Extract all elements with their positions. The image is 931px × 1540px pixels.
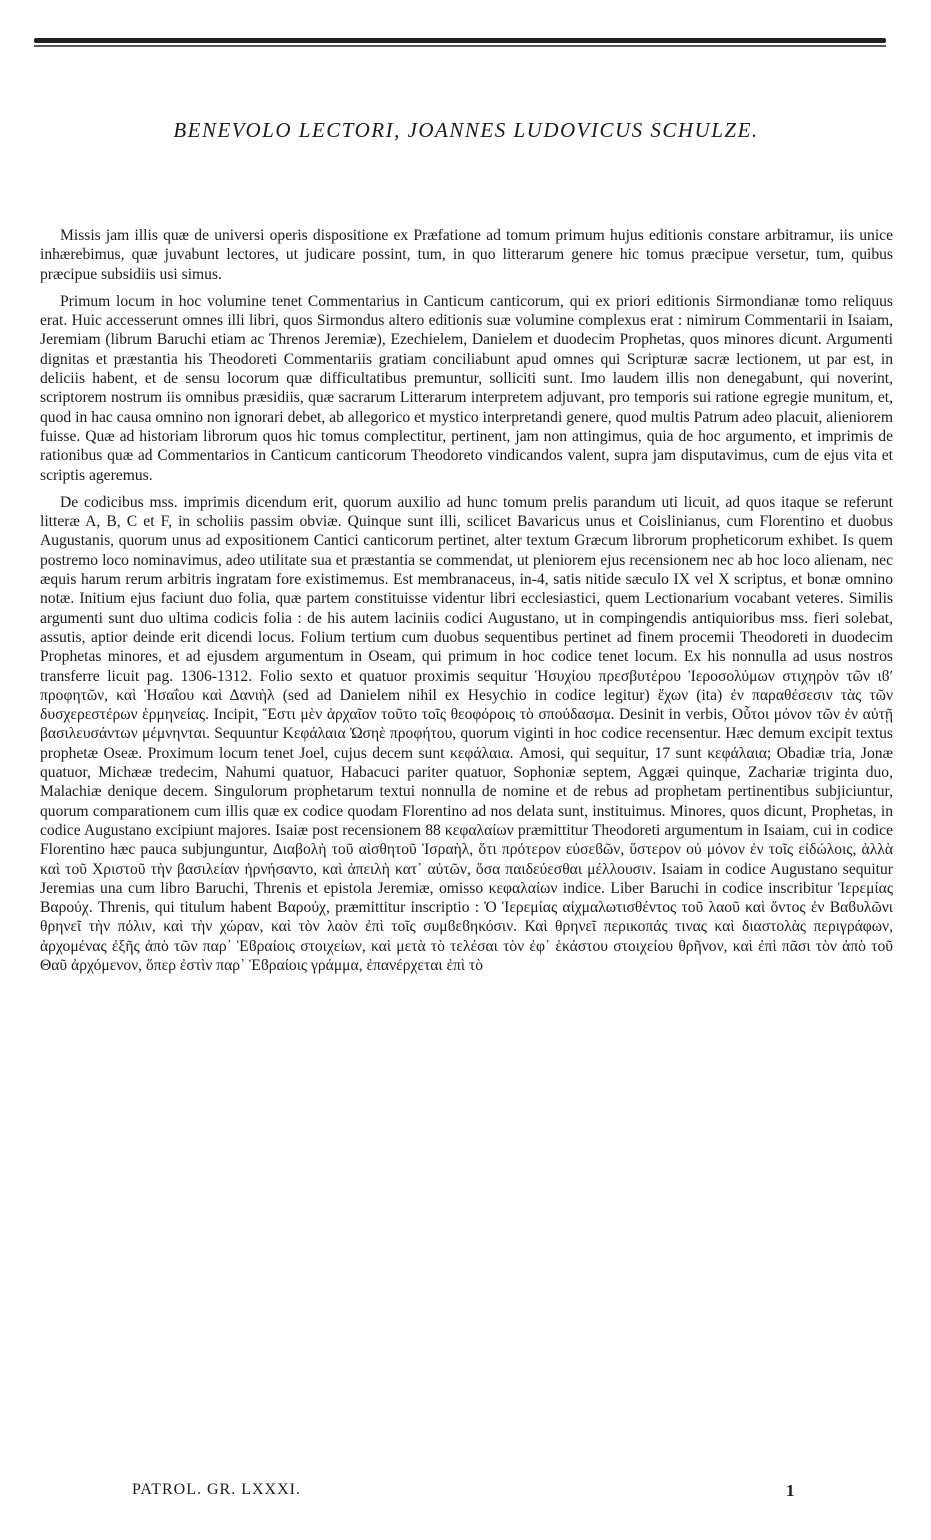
paragraph-2: Primum locum in hoc volumine tenet Commentarius in Canticum canticorum, qui ex priori editionis Sirmondianæ tomo reliquus erat. Huic accesserunt omnes illi libri, quos Sirmondus altero editionis suæ volumine complexus erat : nimirum Commentarii in Isaiam, Jeremiam (librum Baruchi etiam ac Threnos Jeremiæ), Ezechielem, Danielem et duodecim Prophetas, quos minores dicunt. Argumenti dignitas et præstantia his Theodoreti Commentariis gratiam conciliabunt apud omnes qui Scripturæ sacræ lectionem, ut par est, in deliciis habent, et de sensu locorum quæ difficultatibus premuntur, solliciti sunt. Imo laudem illis non denegabunt, qui noverint, scriptorem nostrum iis omnibus præsidiis, quæ sacrarum Litterarum interpretem adjuvant, pro temporis sui ratione egregie munitum, et, quod in hac causa omnino non ignorari debet, ab allegorico et mystico interpretandi genere, quod multis Patrum adeo placuit, alieniorem fuisse. Quæ ad historiam librorum quos hic tomus complectitur, pertinent, jam non attingimus, quia de hoc argumento, et imprimis de rationibus quæ ad Commentarios in Canticum canticorum Theodoreto vindicandos valent, supra jam disputavimus, cum de ejus vita et scriptis ageremus.	[40, 292, 893, 484]
top-decorative-rule	[34, 38, 886, 43]
top-thin-rule	[34, 45, 886, 47]
paragraph-1: Missis jam illis quæ de universi operis dispositione ex Præfatione ad tomum primum hujus editionis constare arbitramur, iis unice inhærebimus, quæ juvabunt lectores, ut judicare possint, tum, in quo litterarum genere hic tomus præcipue versetur, tum, quibus præcipue subsidiis usi simus.	[40, 227, 893, 283]
page-number: 1	[786, 1481, 795, 1500]
footer-volume-label: PATROL. GR. LXXXI.	[132, 1481, 301, 1498]
paragraph-3: De codicibus mss. imprimis dicendum erit, quorum auxilio ad hunc tomum prelis parandum uti licuit, ad quos itaque se referunt litteræ A, B, C et F, in scholiis passim obviæ. Quinque sunt illi, scilicet Bavaricus unus et Coislinianus, cum Florentino et duobus Augustanis, quorum unus ad expositionem Cantici canticorum pertinet, alter textum Græcum librorum propheticorum exhibet. Is quem postremo loco nominavimus, adeo utilitate sua et præstantia se commendat, ut pleniorem ejus recensionem nec ab hoc loco alienam, nec æquis harum rerum arbitris ingratam fore existimemus. Est membranaceus, in-4, satis nitide sæculo IX vel X scriptus, et bonæ omnino notæ. Initium ejus faciunt duo folia, quæ partem constituisse videntur libri ecclesiastici, quem Lectionarium vocabant veteres. Similis argumenti sunt duo ultima codicis folia : de his autem laciniis codici Augustano, ut in compingendis antiquioribus mss. fieri solebat, assutis, aptior deinde erit dicendi locus. Folium tertium cum duobus sequentibus pertinet ad finem procemii Theodoreti in duodecim Prophetas minores, et ad ejusdem argumentum in Oseam, qui primum in hoc codice tenet locum. Ex his nonnulla ad usus nostros transferre licuit pag. 1306-1312. Folio sexto et quatuor proximis sequitur Ἡσυχίου πρεσβυτέρου Ἱεροσολύμων στιχηρὸν τῶν ιϐʹ προφητῶν, καὶ Ἡσαΐου καὶ Δανιὴλ (sed ad Danielem nihil ex Hesychio in codice legitur) ἔχων (ita) ἐν παραθέσεσιν τὰς τῶν δυσχερεστέρων ἑρμηνείας. Incipit, Ἔστι μὲν ἀρχαῖον τοῦτο τοῖς θεοφόροις τὸ σπούδασμα. Desinit in verbis, Οὗτοι μόνον τῶν ἐν αὐτῇ βασιλευσάντων μέμνηνται. Sequuntur Κεφάλαια Ὠσηὲ προφήτου, quorum viginti in hoc codice recensentur. Hæc demum excipit textus prophetæ Oseæ. Proximum locum tenet Joel, cujus decem sunt κεφάλαια. Amosi, qui sequitur, 17 sunt κεφάλαια; Obadiæ tria, Jonæ quatuor, Michææ tredecim, Nahumi quatuor, Habacuci pariter quatuor, Sophoniæ septem, Aggæi quinque, Zachariæ triginta duo, Malachiæ denique decem. Singulorum prophetarum textui nonnulla de nomine et de rebus ad prophetam pertinentibus subjiciuntur, quorum comparationem cum illis quæ ex codice quodam Florentino ad nos delata sunt, instituimus. Minores, quos dicunt, Prophetas, in codice Augustano excipiunt majores. Isaiæ post recensionem 88 κεφαλαίων præmittitur Theodoreti argumentum in Isaiam, cui in codice Florentino hæc pauca subjunguntur, Διαβολὴ τοῦ αἰσθητοῦ Ἰσραὴλ, ὅτι πρότερον εὐσεϐῶν, ὕστερον οὐ μόνον ἐν τοῖς εἰδώλοις, ἀλλὰ καὶ τοῦ Χριστοῦ τὴν βασιλείαν ἠρνήσαντο, καὶ ἀπειλὴ κατ᾽ αὐτῶν, ὅσα παιδεύεσθαι μέλλουσιν. Isaiam in codice Augustano sequitur Jeremias una cum libro Baruchi, Threnis et epistola Jeremiæ, omisso κεφαλαίων indice. Liber Baruchi in codice inscribitur Ἱερεμίας Βαρούχ. Threnis, qui titulum habent Βαρούχ, præmittitur inscriptio : Ὁ Ἱερεμίας αἰχμαλωτισθέντος τοῦ λαοῦ καὶ ὄντος ἐν Βαϐυλῶνι θρηνεῖ τὴν πόλιν, καὶ τὴν χώραν, καὶ τὸν λαὸν ἐπὶ τοῖς συμϐεϐηκόσιν. Καὶ θρηνεῖ περικοπάς τινας καὶ διαστολὰς περιγράφων, ἀρχομένας ἐξῆς ἀπὸ τῶν παρ᾽ Ἑϐραίοις στοιχείων, καὶ μετὰ τὸ τελέσαι τὸν ἐφ᾽ ἑκάστου στοιχείου θρῆνον, καὶ ἐπὶ πᾶσι τὸν ἀπὸ τοῦ Θαῦ ἀρχόμενον, ὅπερ ἐστὶν παρ᾽ Ἑϐραίοις γράμμα, ἐπανέρχεται ἐπὶ τὸ	[40, 493, 893, 974]
page-heading: BENEVOLO LECTORI, JOANNES LUDOVICUS SCHULZE.	[173, 118, 759, 142]
body-text	[40, 226, 893, 983]
